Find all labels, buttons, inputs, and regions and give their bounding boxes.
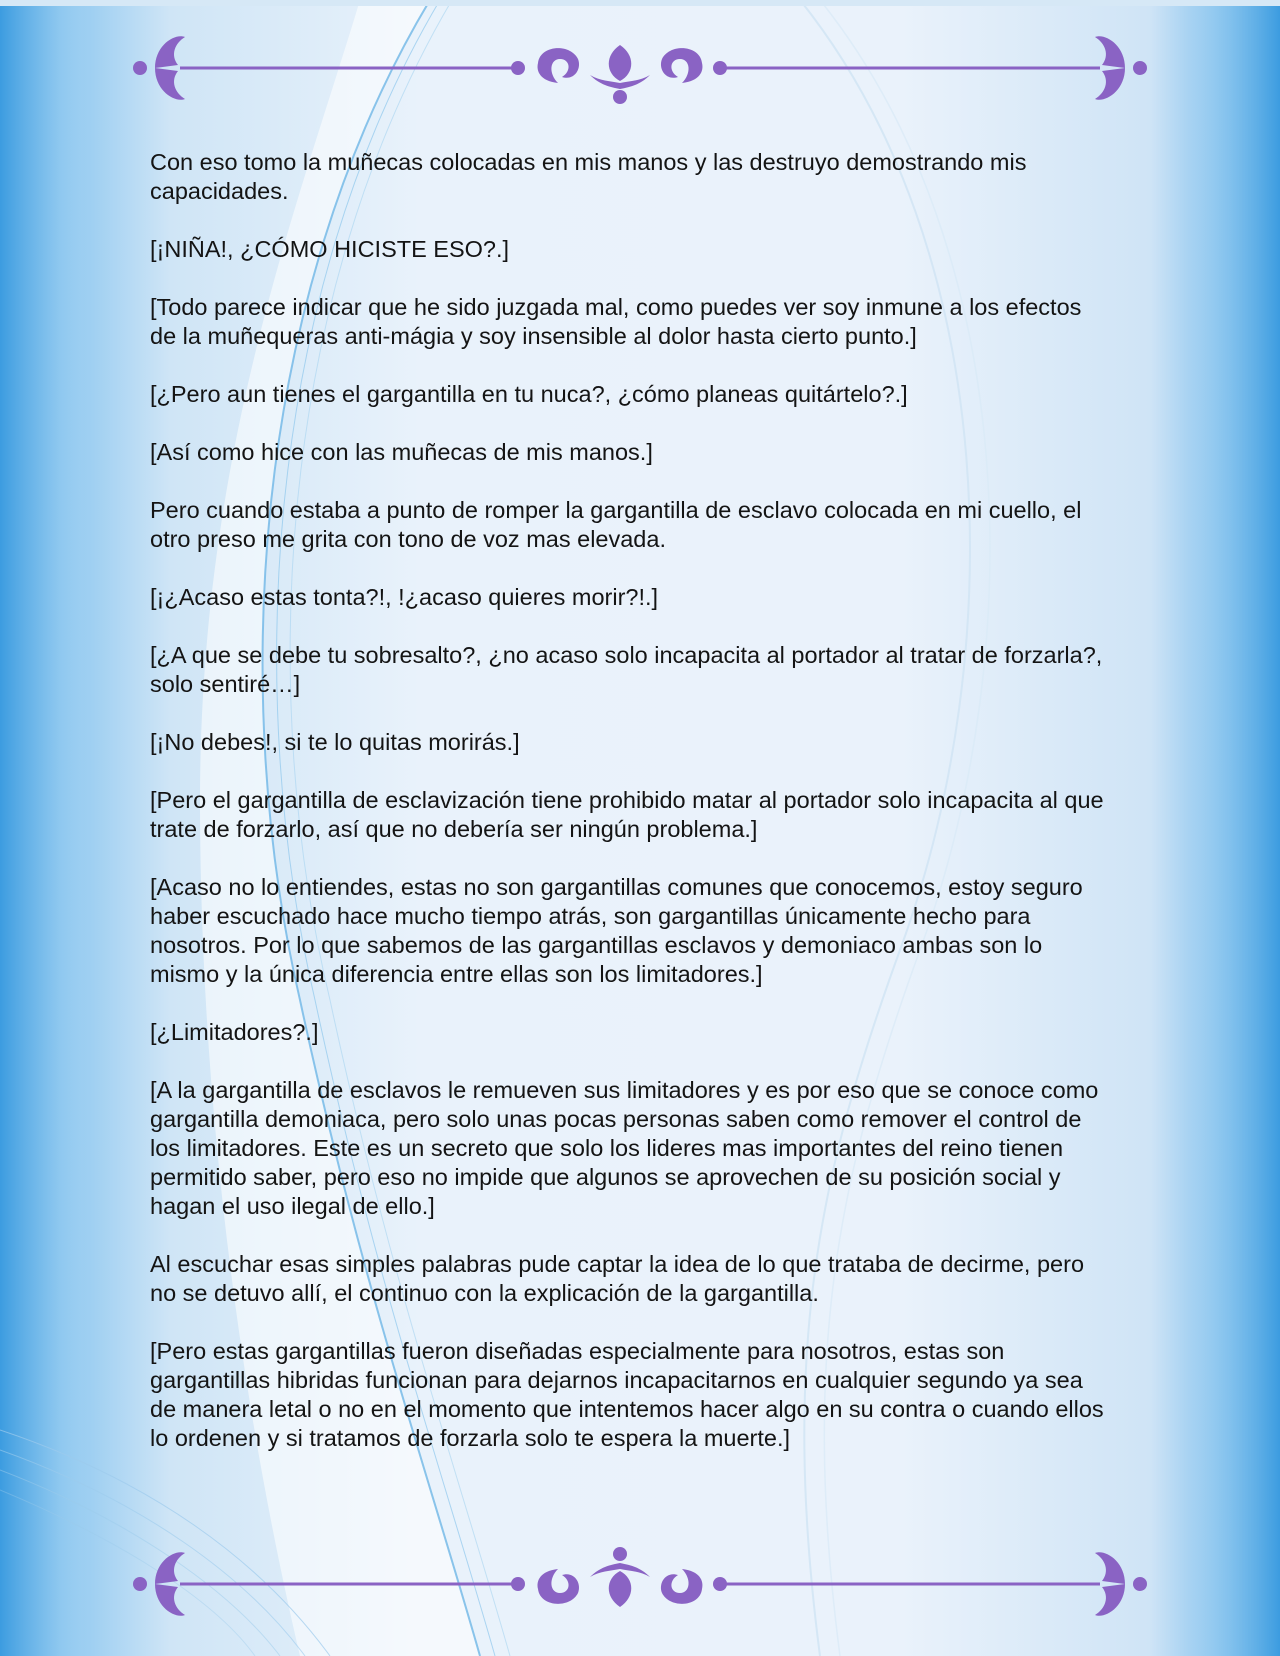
paragraph: Con eso tomo la muñecas colocadas en mis manos y las destruyo demostrando mis capacidades.	[150, 149, 1027, 204]
paragraph: [Pero el gargantilla de esclavización tiene prohibido matar al portador solo incapacita al que trate de forzarlo, así que no debería ser ningún problema.]	[150, 787, 1104, 842]
paragraph: Pero cuando estaba a punto de romper la gargantilla de esclavo colocada en mi cuello, el otro preso me grita con tono de voz mas elevada.	[150, 497, 1082, 552]
top-flourish-divider-icon	[130, 25, 1150, 115]
paragraph: [¿Limitadores?.]	[150, 1019, 319, 1045]
paragraph: [Todo parece indicar que he sido juzgada mal, como puedes ver soy inmune a los efectos de la muñequeras anti-mágia y soy insensible al dolor hasta cierto punto.]	[150, 294, 1082, 349]
bottom-flourish-divider-icon	[130, 1532, 1150, 1622]
paragraph: [¿Pero aun tienes el gargantilla en tu nuca?, ¿cómo planeas quitártelo?.]	[150, 381, 908, 407]
paragraph: [Pero estas gargantillas fueron diseñadas especialmente para nosotros, estas son gargantillas hibridas funcionan para dejarnos incapacitarnos en cualquier segundo ya sea de manera letal o no en el momento que intentemos hacer algo en su contra o cuando ellos lo ordenen y si tratamos de forzarla solo te espera la muerte.]	[150, 1338, 1104, 1451]
paragraph: [¡NIÑA!, ¿CÓMO HICISTE ESO?.]	[150, 236, 510, 262]
paragraph: [¡No debes!, si te lo quitas morirás.]	[150, 729, 520, 755]
paragraph: [¿A que se debe tu sobresalto?, ¿no acaso solo incapacita al portador al tratar de forzarla?, solo sentiré…]	[150, 642, 1103, 697]
paragraph: [¡¿Acaso estas tonta?!, !¿acaso quieres morir?!.]	[150, 584, 659, 610]
paragraph: Al escuchar esas simples palabras pude captar la idea de lo que trataba de decirme, pero no se detuvo allí, el continuo con la explicación de la gargantilla.	[150, 1251, 1085, 1306]
paragraph: [Acaso no lo entiendes, estas no son gargantillas comunes que conocemos, estoy seguro haber escuchado hace mucho tiempo atrás, son gargantillas únicamente hecho para nosotros. Por lo que sabemos de las gargantillas esclavos y demoniaco ambas son lo mismo y la única diferencia entre ellas son los limitadores.]	[150, 874, 1083, 987]
paragraph: [A la gargantilla de esclavos le remueven sus limitadores y es por eso que se conoce como gargantilla demoniaca, pero solo unas pocas personas saben como remover el control de los limitadores. Este es un secreto que solo los lideres mas importantes del reino tienen permitido saber, pero eso no impide que algunos se aprovechen de su posición social y hagan el uso ilegal de ello.]	[150, 1077, 1099, 1219]
paragraph: [Así como hice con las muñecas de mis manos.]	[150, 439, 653, 465]
document-body	[150, 148, 1110, 1482]
